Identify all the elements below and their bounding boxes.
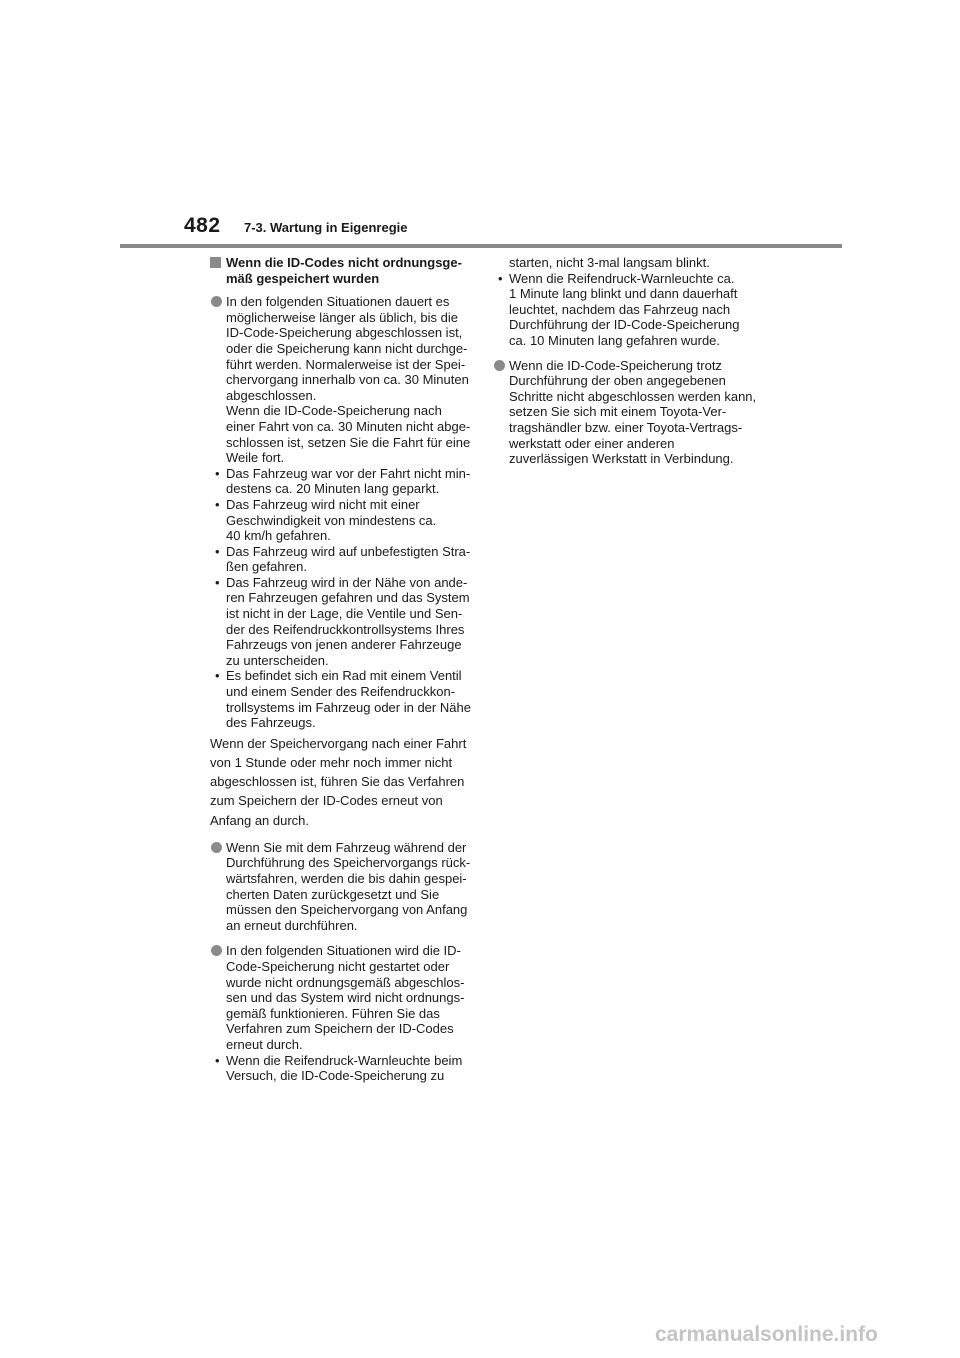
item-text: Wenn die ID-Code-Speicherung trotz Durchführung der oben angegebenen Schritte nicht abgeschlossen werden kann, setzen Sie sich mit einem Toyota-Ver- tragshändler bzw. einer Toyota-Vertrags- werkstatt oder einer anderen zuverlässigen Werkstatt in Verbindung. [509, 357, 757, 467]
sub-list-item [493, 271, 755, 349]
watermark-text: carmanualsonline.info [655, 1323, 878, 1346]
sub-list-item [210, 668, 472, 730]
sub-list-item [210, 1053, 472, 1084]
sub-item-text: Wenn die Reifendruck-Warnleuchte beim Versuch, die ID-Code-Speicherung zu [226, 1052, 463, 1084]
item-text: In den folgenden Situationen dauert es möglicherweise länger als üblich, bis die ID-Code-Speicherung abgeschlossen ist, oder die Speicherung kann nicht durchge- führt werden. Normalerweise ist der Spei- chervorgang innerhalb von ca. 30 Minuten abgeschlossen. Wenn die ID-Code-Speicherung nach einer Fahrt von ca. 30 Minuten nicht abge- schlossen ist, setzen Sie die Fahrt für eine Weile fort. [226, 294, 471, 466]
body-paragraph: Wenn der Speichervorgang nach einer Fahrt von 1 Stunde oder mehr noch immer nicht abgeschlossen ist, führen Sie das Verfahren zum Speichern der ID-Codes erneut von Anfang an durch. [210, 735, 467, 828]
sub-item-text: Das Fahrzeug wird auf unbefestigten Stra- ßen gefahren. [226, 543, 471, 575]
heading-text: Wenn die ID-Codes nicht ordnungsge- mäß gespeichert wurden [226, 255, 462, 286]
section-title: 7-3. Wartung in Eigenregie [244, 220, 408, 235]
dot-bullet-icon: • [215, 543, 220, 559]
dot-bullet-icon: • [215, 465, 220, 481]
item-text: Wenn Sie mit dem Fahrzeug während der Durchführung des Speichervorgangs rück- wärtsfahren, werden die bis dahin gespei- cherten Daten zurückgesetzt und Sie müssen den Speichervorgang von Anfang an erneut durchführen. [226, 839, 471, 933]
circle-bullet-icon [211, 842, 222, 853]
dot-bullet-icon: • [215, 668, 220, 684]
list-item [210, 840, 472, 934]
list-item [210, 294, 472, 466]
circle-bullet-icon [211, 945, 222, 956]
circle-bullet-icon [211, 296, 222, 307]
dot-bullet-icon: • [215, 496, 220, 512]
item-text: In den folgenden Situationen wird die ID- Code-Speicherung nicht gestartet oder wurde nicht ordnungsgemäß abgeschlos- sen und das System wird nicht ordnungs- gemäß funktionieren. Führen Sie das Verfahren zum Speichern der ID-Codes erneut durch. [226, 943, 465, 1052]
sub-list-item [210, 466, 472, 497]
sub-item-text: Das Fahrzeug war vor der Fahrt nicht min- destens ca. 20 Minuten lang geparkt. [226, 465, 471, 497]
dot-bullet-icon: • [498, 270, 503, 286]
sub-item-text: Das Fahrzeug wird in der Nähe von ande- ren Fahrzeugen gefahren und das System ist nicht in der Lage, die Ventile und Sen- der des Reifendruckkontrollsystems Ihres Fahrzeugs von jenen anderer Fahrzeuge zu unterscheiden. [226, 574, 470, 668]
dot-bullet-icon: • [215, 574, 220, 590]
sub-list-item [210, 497, 472, 544]
page-number: 482 [184, 214, 221, 237]
continued-text: starten, nicht 3-mal langsam blinkt. [509, 255, 710, 270]
list-item [493, 358, 755, 467]
header-divider [120, 244, 842, 248]
list-item [210, 943, 472, 1052]
square-bullet-icon [210, 257, 221, 268]
right-column [493, 255, 755, 467]
subsection-heading [210, 255, 472, 286]
circle-bullet-icon [494, 360, 505, 371]
sub-item-text: Das Fahrzeug wird nicht mit einer Geschwindigkeit von mindestens ca. 40 km/h gefahren. [226, 496, 437, 544]
sub-item-text: Es befindet sich ein Rad mit einem Ventil und einem Sender des Reifendruckkon- trollsystems im Fahrzeug oder in der Nähe des Fahrzeugs. [226, 668, 471, 731]
sub-list-item [210, 544, 472, 575]
sub-item-text: Wenn die Reifendruck-Warnleuchte ca. 1 Minute lang blinkt und dann dauerhaft leuchtet, nachdem das Fahrzeug nach Durchführung der ID-Code-Speicherung ca. 10 Minuten lang gefahren wurde. [509, 270, 740, 348]
dot-bullet-icon: • [215, 1052, 220, 1068]
sub-list-item [210, 575, 472, 669]
left-column [210, 255, 472, 1084]
